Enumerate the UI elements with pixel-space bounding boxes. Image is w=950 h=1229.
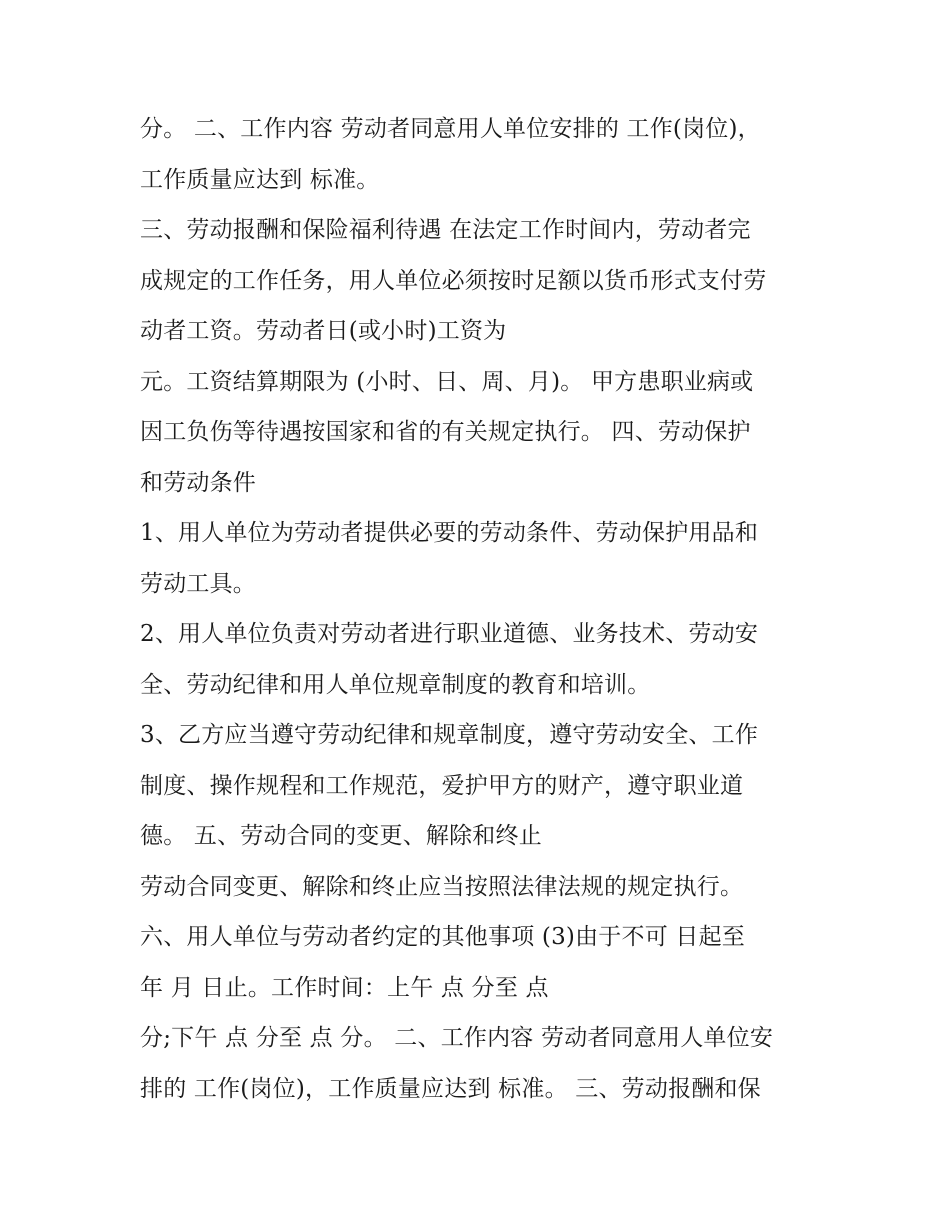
text-line: 制度、操作规程和工作规范，爱护甲方的财产，遵守职业道 bbox=[140, 772, 744, 799]
text-line: 动者工资。劳动者日(或小时)工资为 bbox=[140, 318, 507, 344]
text-line: 元。工资结算期限为 (小时、日、周、月)。 甲方患职业病或 bbox=[140, 368, 754, 395]
text-line: 因工负伤等待遇按国家和省的有关规定执行。 四、劳动保护 bbox=[140, 419, 751, 445]
text-line: 排的 工作(岗位)，工作质量应达到 标准。 三、劳动报酬和保 bbox=[140, 1075, 761, 1102]
text-line: 分;下午 点 分至 点 分。 二、工作内容 劳动者同意用人单位安 bbox=[140, 1025, 774, 1051]
text-line: 3、乙方应当遵守劳动纪律和规章制度，遵守劳动安全、工作 bbox=[140, 722, 759, 748]
text-line: 六、用人单位与劳动者约定的其他事项 (3)由于不可 日起至 bbox=[140, 924, 746, 950]
text-line: 工作质量应达到 标准。 bbox=[140, 166, 380, 193]
text-line: 全、劳动纪律和用人单位规章制度的教育和培训。 bbox=[140, 671, 651, 698]
text-line: 分。 二、工作内容 劳动者同意用人单位安排的 工作(岗位)， bbox=[140, 116, 761, 142]
text-line: 年 月 日止。工作时间：上午 点 分至 点 bbox=[140, 974, 549, 1001]
text-line: 劳动工具。 bbox=[140, 570, 256, 597]
text-line: 和劳动条件 bbox=[140, 469, 256, 496]
text-line: 2、用人单位负责对劳动者进行职业道德、业务技术、劳动安 bbox=[140, 621, 759, 647]
document-body bbox=[140, 104, 820, 1114]
text-line: 成规定的工作任务，用人单位必须按时足额以货币形式支付劳 bbox=[140, 267, 767, 294]
text-line: 德。 五、劳动合同的变更、解除和终止 bbox=[140, 823, 542, 849]
text-line: 1、用人单位为劳动者提供必要的劳动条件、劳动保护用品和 bbox=[140, 520, 759, 546]
text-line: 三、劳动报酬和保险福利待遇 在法定工作时间内，劳动者完 bbox=[140, 217, 751, 243]
text-line: 劳动合同变更、解除和终止应当按照法律法规的规定执行。 bbox=[140, 873, 744, 900]
